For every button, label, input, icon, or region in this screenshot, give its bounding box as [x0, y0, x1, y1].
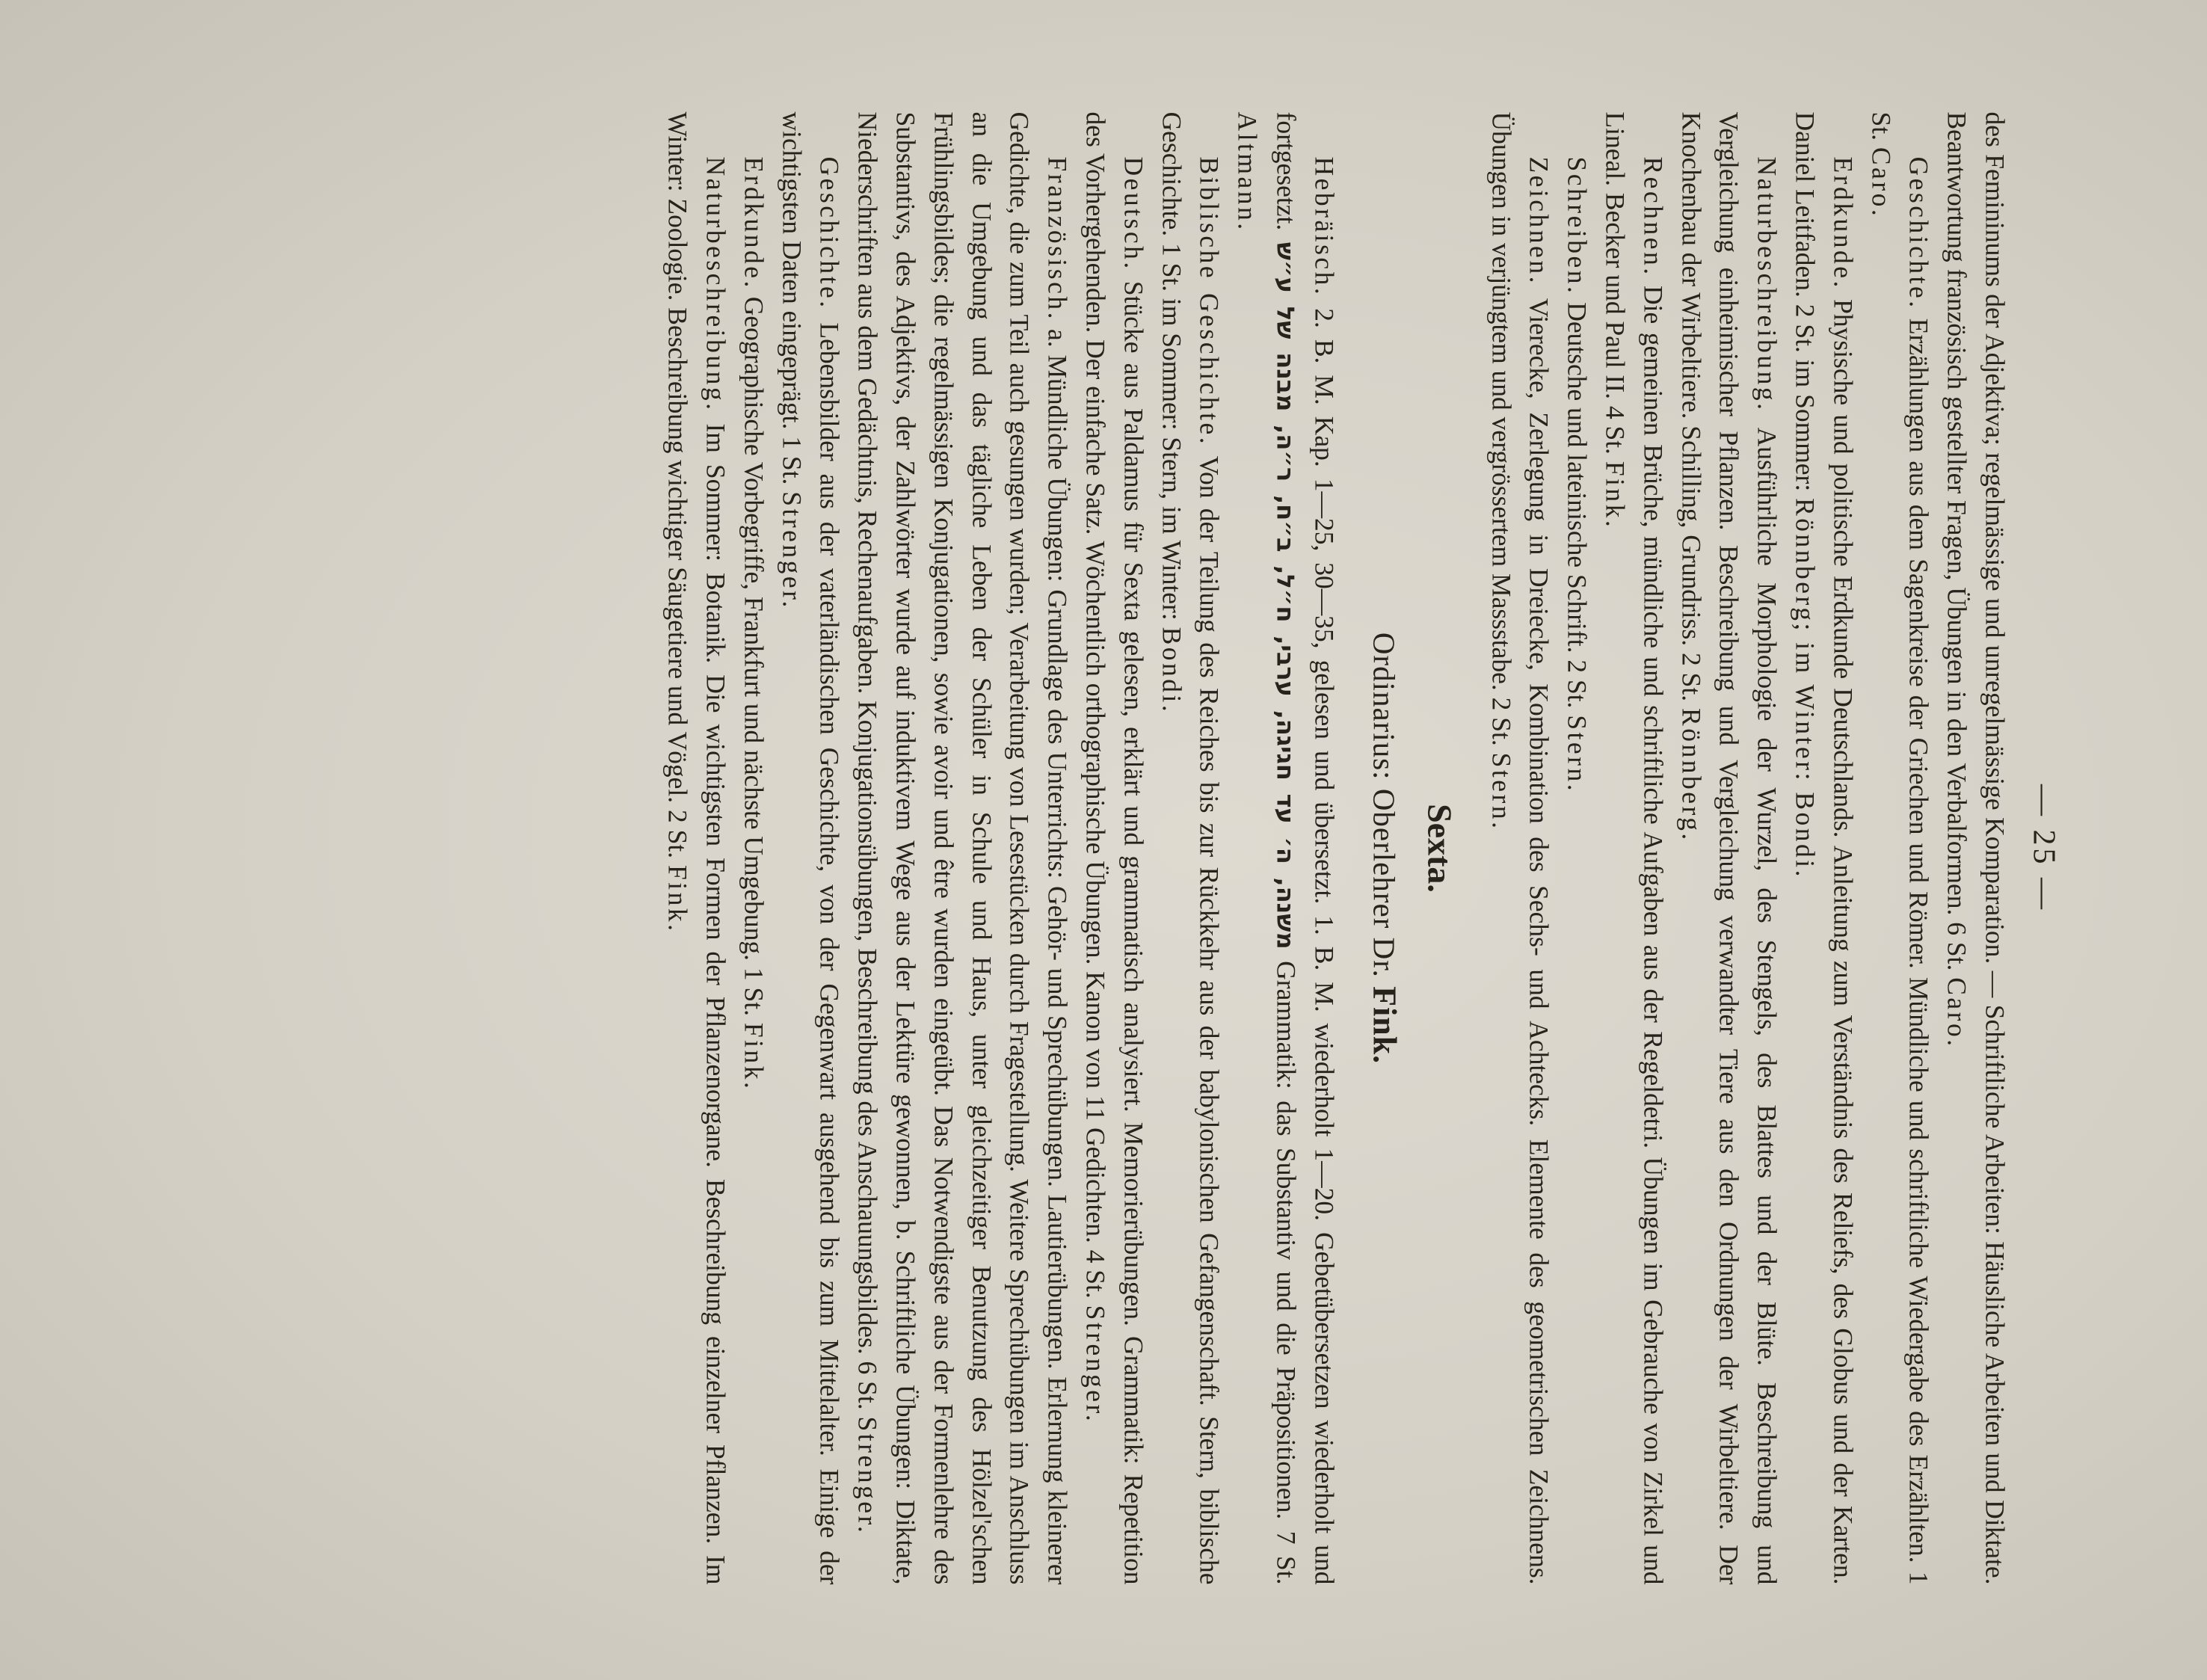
ordinarius-label: Ordinarius: Oberlehrer Dr.	[1367, 632, 1402, 978]
page-body	[659, 112, 2062, 1585]
paragraph-naturbeschreibung-sexta: Naturbeschreibung. Im Sommer: Botanik. Die wichtigsten Formen der Pflanzenorgane. Beschreibung einzelner Pflanzen. Im Winter: Zoologie. Beschreibung wichtiger Säugetiere und Vögel. 2 St. Fink.	[662, 111, 731, 1585]
paragraph-biblische-geschichte: Biblische Geschichte. Von der Teilung des Reiches bis zur Rückkehr aus der babylonischen Gefangenschaft. Stern, biblische Geschichte. 1 St. im Sommer: Stern, im Winter: Bondi.	[1157, 111, 1225, 1585]
paragraph-deutsch: Deutsch. Stücke aus Paldamus für Sexta gelesen, erklärt und grammatisch analysiert. Memorierübungen. Grammatik: Repetition des Vorhergehenden. Der einfache Satz. Wöchentlich orthographische Übungen. Kanon von 11 Gedichten. 4 St. Strenger.	[1080, 111, 1149, 1585]
page-number: — 25 —	[2026, 784, 2061, 912]
ordinarius-line	[1365, 112, 1403, 1585]
paragraph-hebraeisch: Hebräisch. 2. B. M. Kap. 1—25, 30—35, gelesen und übersetzt. 1. B. M. wiederholt 1—20. Gebetübersetzen wiederholt und fortgesetzt. משנה, ה׳ עד חגיגה, ערבי, ח״ל, ב״ח, ר״ה, מבנה של ע״ש Grammatik: das Substantiv und die Präpositionen. 7 St. Altmann.	[1232, 111, 1340, 1585]
sexta-section	[659, 112, 1343, 1585]
top-section	[1482, 112, 2013, 1585]
paragraph-geschichte-sexta: Geschichte. Lebensbilder aus der vaterländischen Geschichte, von der Gegenwart ausgehend bis zum Mittelalter. Einige der wichtigsten Daten eingeprägt. 1 St. Strenger.	[777, 111, 845, 1585]
paragraph-schreiben: Schreiben. Deutsche und lateinische Schrift. 2 St. Stern.	[1562, 156, 1592, 794]
paragraph-geschichte: Geschichte. Erzählungen aus dem Sagenkreise der Griechen und Römer. Mündliche und schriftliche Wiedergabe des Erzählten. 1 St. Caro.	[1866, 111, 1934, 1585]
paragraph-zeichnen: Zeichnen. Vierecke, Zerlegung in Dreiecke, Kombination des Sechs- und Achtecks. Elemente des geometrischen Zeichnens. Übungen in verjüngtem und vergrössertem Massstabe. 2 St. Stern.	[1486, 111, 1554, 1585]
paragraph-comparison: des Femininums der Adjektiva; regelmässige und unregelmässige Komparation. — Schriftliche Arbeiten: Häusliche Arbeiten und Diktate. Beantwortung französisch gestellter Fragen, Übungen in den Verbalformen. 6 St. Caro.	[1942, 111, 2010, 1585]
paragraph-franzoesisch: Französisch. a. Mündliche Übungen: Grundlage des Unterrichts: Gehör- und Sprechübungen. Lautierübungen. Erlernung kleinerer Gedichte, die zum Teil auch gesungen wurden; Verarbeitung von Lesestücken durch Fragestellung. Weitere Sprechübungen im Anschluss an die Umgebung und das tägliche Leben der Schüler in Schule und Haus, unter gleichzeitiger Benutzung des Hölzel'schen Frühlingsbildes; die regelmässigen Konjugationen, sowie avoir und être wurden eingeübt. Das Notwendigste aus der Formenlehre des Substantivs, des Adjektivs, der Zahlwörter wurde auf induktivem Wege aus der Lektüre gewonnen, b. Schriftliche Übungen: Diktate, Niederschriften aus dem Gedächtnis, Rechenaufgaben. Konjugationsübungen, Beschreibung des Anschauungsbildes. 6 St. Strenger.	[852, 111, 1073, 1585]
paragraph-rechnen: Rechnen. Die gemeinen Brüche, mündliche und schriftliche Aufgaben aus der Regeldetri. Übungen im Gebrauche von Zirkel und Lineal. Becker und Paul II. 4 St. Fink.	[1600, 111, 1669, 1585]
ordinarius-name: Fink.	[1366, 986, 1403, 1065]
paragraph-naturbeschreibung: Naturbeschreibung. Ausführliche Morphologie der Wurzel, des Stengels, des Blattes und der Blüte. Beschreibung und Vergleichung einheimischer Pflanzen. Beschreibung und Vergleichung verwandter Tiere aus den Ordnungen der Wirbeltiere. Der Knochenbau der Wirbeltiere. Schilling, Grundriss. 2 St. Rönnberg.	[1676, 111, 1782, 1585]
paragraph-erdkunde: Erdkunde. Physische und politische Erdkunde Deutschlands. Anleitung zum Verständnis des Reliefs, des Globus und der Karten. Daniel Leitfaden. 2 St. im Sommer: Rönnberg; im Winter: Bondi.	[1790, 111, 1859, 1585]
section-heading-sexta: Sexta.	[1420, 804, 1459, 893]
hebrew-text: משנה, ה׳ עד חגיגה, ערבי, ח״ל, ב״ח, ר״ה, מבנה של ע״ש	[1271, 241, 1300, 950]
paragraph-erdkunde-sexta: Erdkunde. Geographische Vorbegriffe, Frankfurt und nächste Umgebung. 1 St. Fink.	[739, 156, 769, 1092]
rotated-page-content	[1, 0, 2207, 1680]
